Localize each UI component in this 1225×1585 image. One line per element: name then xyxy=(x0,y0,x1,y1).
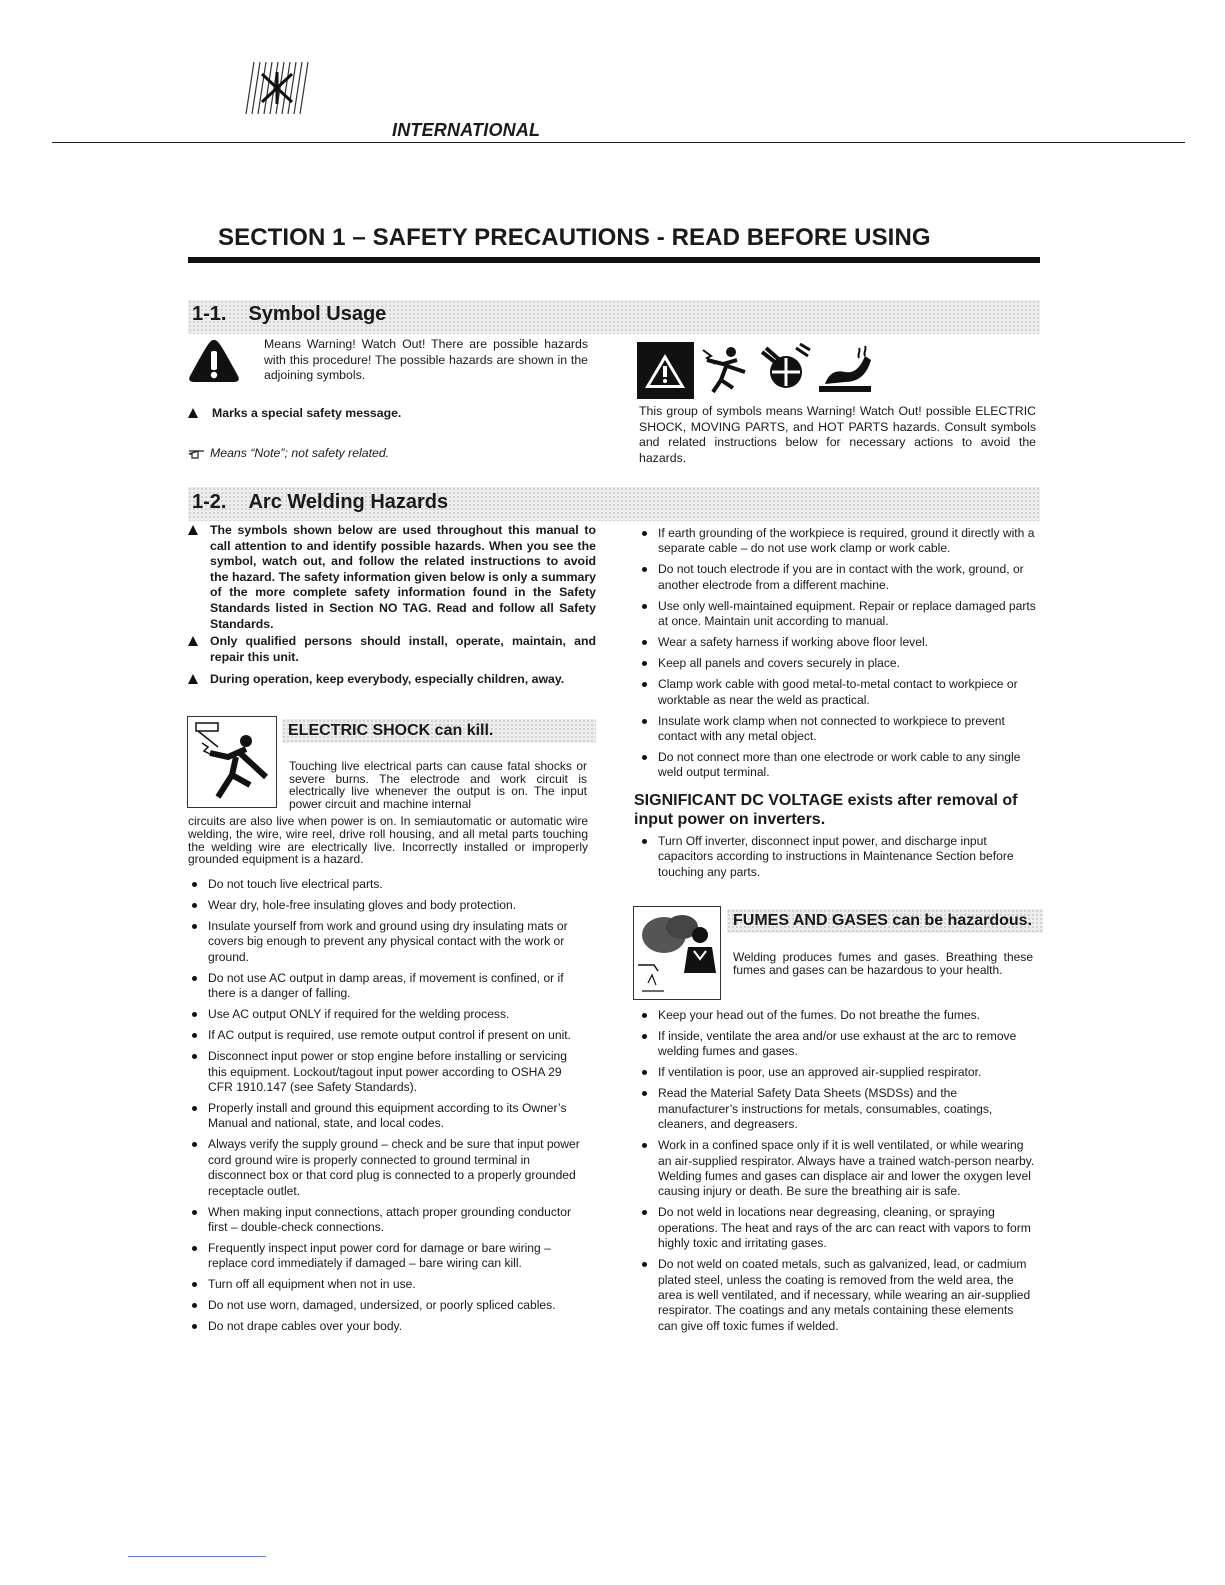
list-item: Keep your head out of the fumes. Do not breathe the fumes. xyxy=(638,1008,1036,1023)
electric-shock-intro-full: circuits are also live when power is on. In semiautomatic or automatic wire welding, the wire, wire reel, drive roll housing, and all metal parts touching the welding wire are electrically live. Incorrectly installed or improperly grounded equipment is a hazard. xyxy=(188,814,588,867)
small-warning-triangle-icon xyxy=(188,408,198,418)
list-item: When making input connections, attach proper grounding conductor first – double-check connections. xyxy=(188,1205,588,1236)
electric-shock-heading: ELECTRIC SHOCK can kill. xyxy=(282,719,596,743)
special-message-text: Marks a special safety message. xyxy=(212,406,402,420)
list-item: If ventilation is poor, use an approved air-supplied respirator. xyxy=(638,1065,1036,1080)
list-item: Use AC output ONLY if required for the welding process. xyxy=(188,1007,588,1022)
list-item: Turn Off inverter, disconnect input power, and discharge input capacitors according to instructions in Maintenance Section before touching any parts. xyxy=(638,834,1036,880)
electric-shock-continued-list xyxy=(638,526,1036,786)
electric-shock-bullet-list xyxy=(188,877,588,1340)
electric-shock-icon xyxy=(187,716,277,808)
list-item: Clamp work cable with good metal-to-metal contact to workpiece or worktable as near the weld as practical. xyxy=(638,677,1036,708)
note-text: Means “Note”; not safety related. xyxy=(210,446,390,460)
warning-symbol-description: Means Warning! Watch Out! There are possible hazards with this procedure! The possible hazards are shown in the adjoining symbols. xyxy=(264,337,588,383)
note-line xyxy=(188,446,610,462)
list-item: Use only well-maintained equipment. Repair or replace damaged parts at once. Maintain unit according to manual. xyxy=(638,599,1036,630)
bottom-link-underline xyxy=(128,1556,266,1557)
group-warning-icon xyxy=(637,342,694,399)
list-item: Work in a confined space only if it is well ventilated, or while wearing an air-supplied respirator. Always have a trained watch-person nearby. Welding fumes and gases can displace air and lower the oxygen level causing injury or death. Be sure the breathing air is safe. xyxy=(638,1138,1036,1200)
symbol-group-description: This group of symbols means Warning! Watch Out! possible ELECTRIC SHOCK, MOVING PARTS, and HOT PARTS hazards. Consult symbols and related instructions below for necessary actions to avoid the hazards. xyxy=(639,404,1036,465)
note-hand-icon xyxy=(188,448,206,465)
arc-welding-heading xyxy=(192,491,448,514)
list-item: Do not use AC output in damp areas, if movement is confined, or if there is a danger of falling. xyxy=(188,971,588,1002)
symbol-usage-title: Symbol Usage xyxy=(248,303,387,325)
arc-welding-title: Arc Welding Hazards xyxy=(248,491,449,513)
list-item: Properly install and ground this equipment according to its Owner’s Manual and national, state, and local codes. xyxy=(188,1101,588,1132)
list-item: Do not weld in locations near degreasing, cleaning, or spraying operations. The heat and rays of the arc can react with vapors to form highly toxic and irritating gases. xyxy=(638,1205,1036,1251)
dc-voltage-bullet-list xyxy=(638,834,1036,886)
list-item: Do not connect more than one electrode or work cable to any single weld output terminal. xyxy=(638,750,1036,781)
small-warning-triangle-icon xyxy=(188,674,198,684)
header-divider xyxy=(52,142,1185,143)
small-warning-triangle-icon xyxy=(188,636,198,646)
list-item: Wear dry, hole-free insulating gloves and body protection. xyxy=(188,898,588,913)
dc-voltage-heading: SIGNIFICANT DC VOLTAGE exists after removal of input power on inverters. xyxy=(634,792,1018,828)
special-message-line xyxy=(188,406,612,422)
moving-parts-icon xyxy=(756,342,813,399)
list-item: If inside, ventilate the area and/or use exhaust at the arc to remove welding fumes and gases. xyxy=(638,1029,1036,1060)
list-item: Do not drape cables over your body. xyxy=(188,1319,588,1334)
list-item: Wear a safety harness if working above floor level. xyxy=(638,635,1036,650)
fumes-heading: FUMES AND GASES can be hazardous. xyxy=(727,909,1043,933)
hot-parts-icon xyxy=(815,342,875,399)
list-item: Turn off all equipment when not in use. xyxy=(188,1277,588,1292)
list-item: Do not touch live electrical parts. xyxy=(188,877,588,892)
list-item: Do not weld on coated metals, such as galvanized, lead, or cadmium plated steel, unless the coating is removed from the weld area, the area is well ventilated, and if necessary, while wearing an air-supplied respirator. The coatings and any metals containing these elements can give off toxic fumes if welded. xyxy=(638,1257,1036,1334)
symbol-usage-heading xyxy=(192,303,386,326)
electric-shock-icon xyxy=(697,342,754,399)
arc-warning-1 xyxy=(188,523,596,632)
fumes-bullet-list xyxy=(638,1008,1036,1340)
small-warning-triangle-icon xyxy=(188,525,198,535)
arc-warning-1-text: The symbols shown below are used throughout this manual to call attention to and identify possible hazards. When you see the symbol, watch out, and follow the related instructions to avoid the hazard. The safety information given below is only a summary of the more complete safety information found in the Safety Standards listed in Section NO TAG. Read and follow all Safety Standards. xyxy=(210,523,596,631)
list-item: Do not touch electrode if you are in contact with the work, ground, or another electrode from a different machine. xyxy=(638,562,1036,593)
arc-warning-2 xyxy=(188,634,596,665)
electric-shock-intro-side: Touching live electrical parts can cause fatal shocks or severe burns. The electrode and work circuit is electrically live whenever the output is on. The input power circuit and machine internal xyxy=(289,759,587,811)
warning-triangle-icon xyxy=(188,338,240,384)
fumes-intro: Welding produces fumes and gases. Breathing these fumes and gases can be hazardous to your health. xyxy=(733,950,1033,977)
arc-warning-2-text: Only qualified persons should install, operate, maintain, and repair this unit. xyxy=(210,634,596,664)
fumes-icon xyxy=(633,906,721,1000)
list-item: Insulate work clamp when not connected to workpiece to prevent contact with any metal object. xyxy=(638,714,1036,745)
symbol-usage-number: 1-1. xyxy=(192,303,227,325)
list-item: Disconnect input power or stop engine before installing or servicing this equipment. Lockout/tagout input power according to OSHA 29 CFR 1910.147 (see Safety Standards). xyxy=(188,1049,588,1095)
company-logo-icon xyxy=(240,58,316,118)
list-item: Frequently inspect input power cord for damage or bare wiring – replace cord immediately if damaged – bare wiring can kill. xyxy=(188,1241,588,1272)
list-item: If AC output is required, use remote output control if present on unit. xyxy=(188,1028,588,1043)
list-item: Keep all panels and covers securely in place. xyxy=(638,656,1036,671)
list-item: Insulate yourself from work and ground using dry insulating mats or covers big enough to prevent any physical contact with the work or ground. xyxy=(188,919,588,965)
arc-warning-3-text: During operation, keep everybody, especially children, away. xyxy=(210,672,565,686)
list-item: Read the Material Safety Data Sheets (MSDSs) and the manufacturer’s instructions for metals, consumables, coatings, cleaners, and degreasers. xyxy=(638,1086,1036,1132)
list-item: If earth grounding of the workpiece is required, ground it directly with a separate cable – do not use work clamp or work cable. xyxy=(638,526,1036,557)
arc-warning-3 xyxy=(188,672,596,688)
list-item: Always verify the supply ground – check and be sure that input power cord ground wire is properly connected to ground terminal in disconnect box or that cord plug is connected to a properly grounded receptacle outlet. xyxy=(188,1137,588,1199)
hazard-symbol-group xyxy=(637,342,877,399)
section-title-rule xyxy=(188,257,1040,263)
brand-word: INTERNATIONAL xyxy=(392,120,541,140)
arc-welding-number: 1-2. xyxy=(192,491,227,513)
list-item: Do not use worn, damaged, undersized, or poorly spliced cables. xyxy=(188,1298,588,1313)
section-title: SECTION 1 – SAFETY PRECAUTIONS - READ BEFORE USING xyxy=(218,224,931,251)
